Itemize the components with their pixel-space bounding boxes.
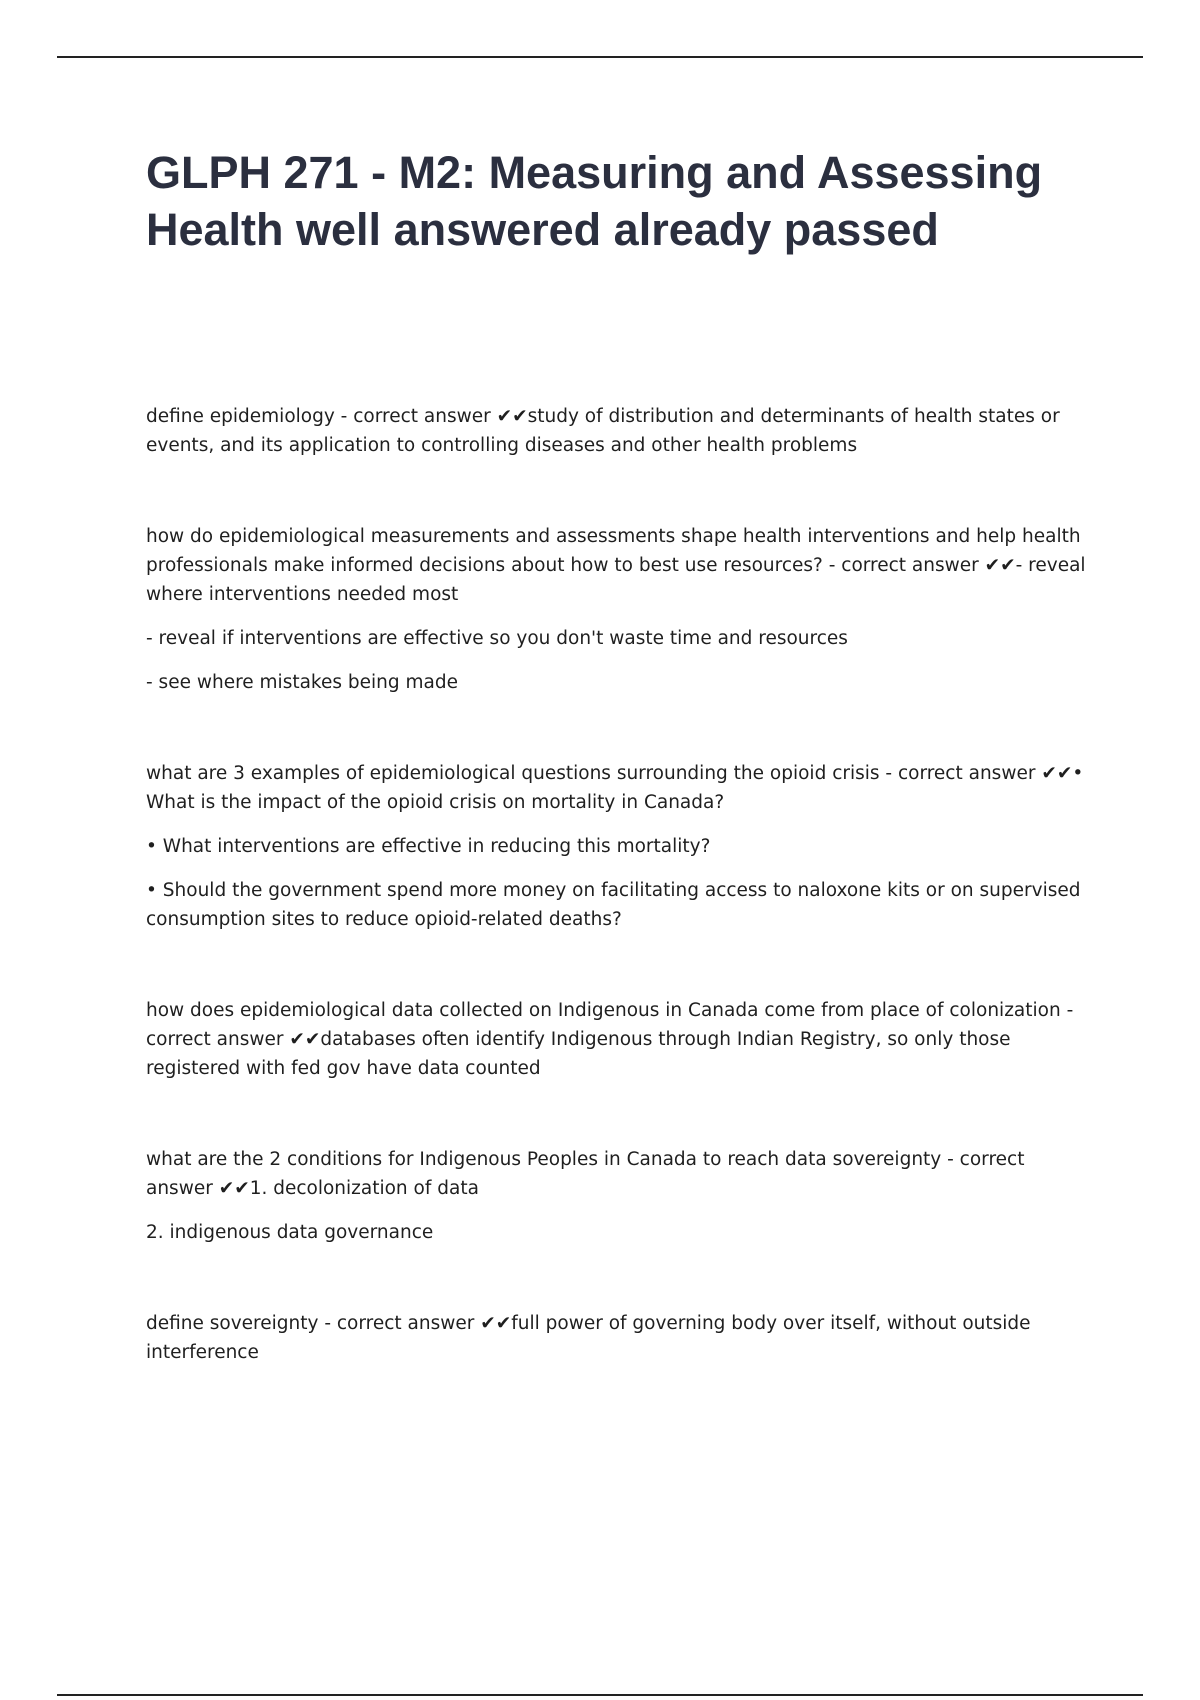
qa-item-indigenous-data	[146, 996, 1086, 1083]
qa-text: what are 3 examples of epidemiological questions surrounding the opioid crisis - correct answer ✔✔• What is the impact of the opioid crisis on mortality in Canada?	[146, 763, 1084, 813]
bottom-rule	[57, 1694, 1143, 1696]
qa-text: - see where mistakes being made	[146, 672, 458, 693]
qa-item-data-sovereignty	[146, 1145, 1086, 1247]
top-rule	[57, 56, 1143, 58]
document-title: GLPH 271 - M2: Measuring and Assessing Health well answered already passed	[146, 147, 1043, 255]
qa-item-define-sovereignty	[146, 1309, 1086, 1367]
qa-text: define sovereignty - correct answer ✔✔full power of governing body over itself, without outside interference	[146, 1313, 1031, 1363]
qa-text: • What interventions are effective in reducing this mortality?	[146, 836, 711, 857]
qa-item-opioid-crisis	[146, 759, 1086, 934]
qa-text: how does epidemiological data collected on Indigenous in Canada come from place of colonization - correct answer ✔✔databases often identify Indigenous through Indian Registry, so only those registered with fed gov have data counted	[146, 1000, 1074, 1079]
qa-text: 2. indigenous data governance	[146, 1222, 434, 1243]
qa-content	[146, 402, 1086, 1429]
qa-text: - reveal if interventions are effective so you don't waste time and resources	[146, 628, 848, 649]
qa-item-define-epidemiology	[146, 402, 1086, 460]
qa-text: define epidemiology - correct answer ✔✔study of distribution and determinants of health states or events, and its application to controlling diseases and other health problems	[146, 406, 1060, 456]
qa-text: how do epidemiological measurements and assessments shape health interventions and help health professionals make informed decisions about how to best use resources? - correct answer ✔✔- reveal where interventions needed most	[146, 526, 1086, 605]
qa-text: • Should the government spend more money on facilitating access to naloxone kits or on supervised consumption sites to reduce opioid-related deaths?	[146, 880, 1081, 930]
qa-item-epidemiological-measurements	[146, 522, 1086, 697]
qa-text: what are the 2 conditions for Indigenous Peoples in Canada to reach data sovereignty - correct answer ✔✔1. decolonization of data	[146, 1149, 1025, 1199]
